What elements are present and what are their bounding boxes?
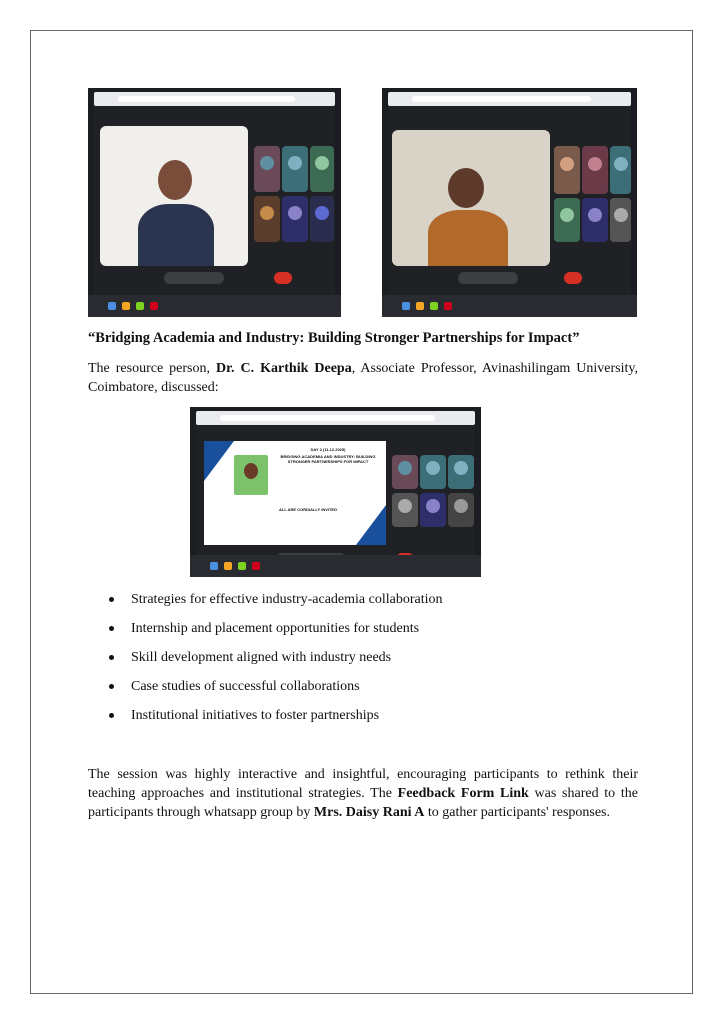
meet-window [94, 106, 335, 295]
closing-paragraph [88, 765, 638, 822]
bullet-icon [109, 655, 114, 660]
list-item-text: Institutional initiatives to foster partnerships [131, 708, 380, 723]
list-item-text: Case studies of successful collaborations [131, 679, 360, 694]
intro-paragraph [88, 359, 638, 397]
list-item [108, 706, 443, 735]
feedback-form-link: Feedback Form Link [397, 786, 529, 801]
closing-text-2: was shared to the participants through whatsapp group by [88, 786, 638, 820]
closing-text-3: to gather participants' responses. [424, 805, 610, 820]
list-item-text: Skill development aligned with industry needs [131, 650, 392, 665]
browser-bar [388, 92, 631, 106]
slide-subtitle: BRIDGING ACADEMIA AND INDUSTRY: BUILDING STRONGER PARTNERSHIPS FOR IMPACT [280, 454, 376, 464]
screenshot-photo-1 [88, 88, 341, 317]
presentation-slide [204, 441, 386, 545]
bullet-icon [109, 597, 114, 602]
taskbar [190, 555, 481, 577]
speaker-portrait [234, 455, 268, 495]
list-item [108, 677, 443, 706]
bullet-icon [109, 713, 114, 718]
list-item [108, 619, 443, 648]
intro-text-before: The resource person, [88, 361, 216, 376]
slide-title: DAY 2 (11.12.2025) [310, 447, 346, 452]
taskbar [382, 295, 637, 317]
section-heading: “Bridging Academia and Industry: Building Stronger Partnerships for Impact” [88, 330, 580, 346]
closing-text-1: The session was highly interactive and insightful, encouraging participants to rethink their teaching approaches and institutional strategies. The [88, 767, 638, 801]
list-item-text: Internship and placement opportunities for students [131, 621, 420, 636]
screenshot-photo-2 [382, 88, 637, 317]
meet-window [388, 106, 631, 295]
speaker-video [100, 126, 248, 266]
browser-bar [94, 92, 335, 106]
speaker-video [392, 130, 550, 266]
resource-person-name: Dr. C. Karthik Deepa [216, 361, 352, 376]
bullet-icon [109, 626, 114, 631]
list-item [108, 648, 443, 677]
topics-list [108, 590, 443, 735]
bullet-icon [109, 684, 114, 689]
intro-text-after: , Associate Professor, Avinashilingam University, Coimbatore, discussed: [88, 361, 638, 395]
list-item [108, 590, 443, 619]
list-item-text: Strategies for effective industry-academia collaboration [131, 592, 443, 607]
browser-bar [196, 411, 475, 425]
meet-window [196, 425, 475, 555]
coordinator-name: Mrs. Daisy Rani A [313, 805, 425, 820]
screenshot-photo-3 [190, 407, 481, 577]
slide-footer: ALL ARE CORDIALLY INVITED [278, 507, 337, 512]
taskbar [88, 295, 341, 317]
